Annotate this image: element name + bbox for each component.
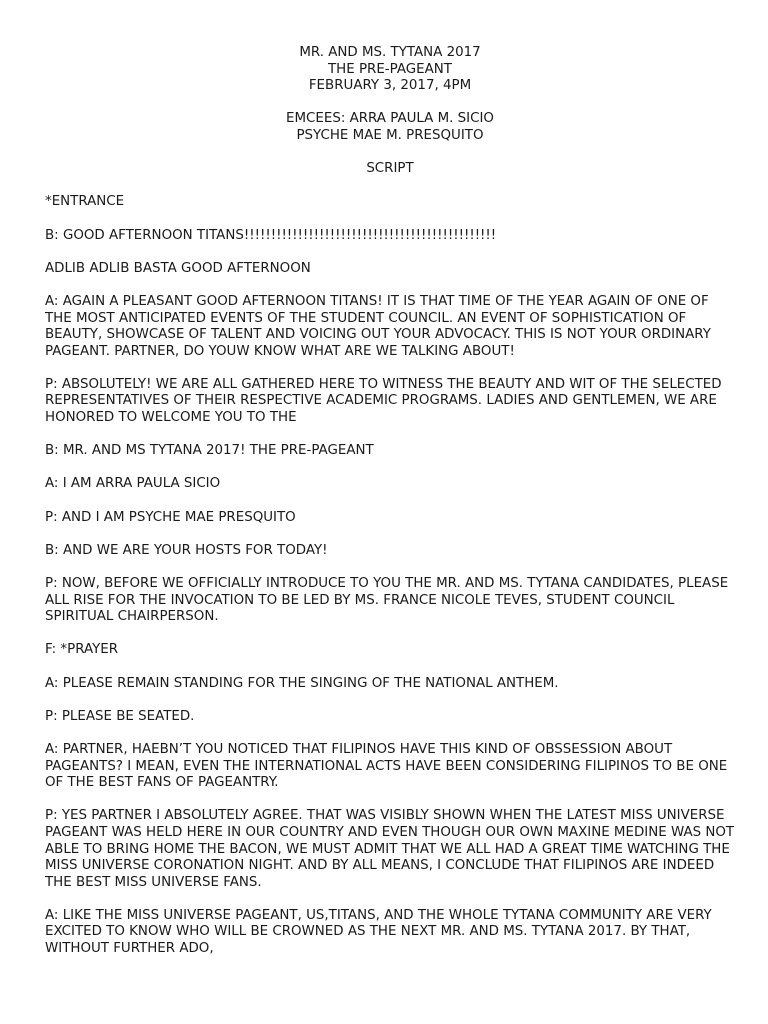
- emcees-block: [45, 111, 735, 144]
- script-paragraph: B: MR. AND MS TYTANA 2017! THE PRE-PAGEANT: [45, 443, 374, 459]
- emcee-1: EMCEES: ARRA PAULA M. SICIO: [286, 111, 494, 127]
- script-paragraph: *ENTRANCE: [45, 194, 125, 210]
- event-title: MR. AND MS. TYTANA 2017: [299, 45, 481, 60]
- script-paragraph: A: LIKE THE MISS UNIVERSE PAGEANT, US,TITANS, AND THE WHOLE TYTANA COMMUNITY ARE VERY EXCITED TO KNOW WHO WILL BE CROWNED AS THE NEXT MR. AND MS. TYTANA 2017. BY THAT, WITHOUT FURTHER ADO,: [45, 907, 712, 957]
- event-subtitle: THE PRE-PAGEANT: [328, 61, 452, 77]
- script-paragraph: A: AGAIN A PLEASANT GOOD AFTERNOON TITANS! IT IS THAT TIME OF THE YEAR AGAIN OF ONE OF THE MOST ANTICIPATED EVENTS OF THE STUDENT COUNCIL. AN EVENT OF SOPHISTICATION OF BEAUTY, SHOWCASE OF TALENT AND VOICING OUT YOUR ADVOCACY. THIS IS NOT YOUR ORDINARY PAGEANT. PARTNER, DO YOUW KNOW WHAT ARE WE TALKING ABOUT!: [45, 293, 711, 359]
- script-paragraph: P: AND I AM PSYCHE MAE PRESQUITO: [45, 509, 296, 525]
- script-paragraph: F: *PRAYER: [45, 642, 119, 658]
- script-paragraph: B: AND WE ARE YOUR HOSTS FOR TODAY!: [45, 542, 328, 558]
- script-paragraph: A: I AM ARRA PAULA SICIO: [45, 476, 221, 492]
- script-paragraph: P: PLEASE BE SEATED.: [45, 708, 195, 724]
- emcee-2: PSYCHE MAE M. PRESQUITO: [296, 127, 484, 143]
- document-page: [45, 45, 735, 974]
- event-date: FEBRUARY 3, 2017, 4PM: [308, 78, 472, 94]
- script-label-block: [45, 161, 735, 178]
- script-paragraph: P: ABSOLUTELY! WE ARE ALL GATHERED HERE TO WITNESS THE BEAUTY AND WIT OF THE SELECTED REPRESENTATIVES OF THEIR RESPECTIVE ACADEMIC PROGRAMS. LADIES AND GENTLEMEN, WE ARE HONORED TO WELCOME YOU TO THE: [45, 376, 722, 426]
- script-paragraph: P: NOW, BEFORE WE OFFICIALLY INTRODUCE TO YOU THE MR. AND MS. TYTANA CANDIDATES, PLEASE ALL RISE FOR THE INVOCATION TO BE LED BY MS. FRANCE NICOLE TEVES, STUDENT COUNCIL SPIRITUAL CHAIRPERSON.: [45, 576, 729, 625]
- script-paragraph: B: GOOD AFTERNOON TITANS!!!!!!!!!!!!!!!!!!!!!!!!!!!!!!!!!!!!!!!!!!!!!!!: [45, 227, 497, 243]
- script-paragraph: P: YES PARTNER I ABSOLUTELY AGREE. THAT WAS VISIBLY SHOWN WHEN THE LATEST MISS UNIVERSE PAGEANT WAS HELD HERE IN OUR COUNTRY AND EVEN THOUGH OUR OWN MAXINE MEDINE WAS NOT ABLE TO BRING HOME THE BACON, WE MUST ADMIT THAT WE ALL HAD A GREAT TIME WATCHING THE MISS UNIVERSE CORONATION NIGHT. AND BY ALL MEANS, I CONCLUDE THAT FILIPINOS ARE INDEED THE BEST MISS UNIVERSE FANS.: [45, 808, 735, 890]
- script-label: SCRIPT: [366, 161, 414, 177]
- document-header: [45, 45, 735, 95]
- script-paragraph: A: PLEASE REMAIN STANDING FOR THE SINGING OF THE NATIONAL ANTHEM.: [45, 675, 559, 691]
- script-paragraph: ADLIB ADLIB BASTA GOOD AFTERNOON: [45, 260, 311, 276]
- script-paragraph: A: PARTNER, HAEBN’T YOU NOTICED THAT FILIPINOS HAVE THIS KIND OF OBSSESSION ABOUT PAGEANTS? I MEAN, EVEN THE INTERNATIONAL ACTS HAVE BEEN CONSIDERING FILIPINOS TO BE ONE OF THE BEST FANS OF PAGEANTRY.: [45, 741, 728, 791]
